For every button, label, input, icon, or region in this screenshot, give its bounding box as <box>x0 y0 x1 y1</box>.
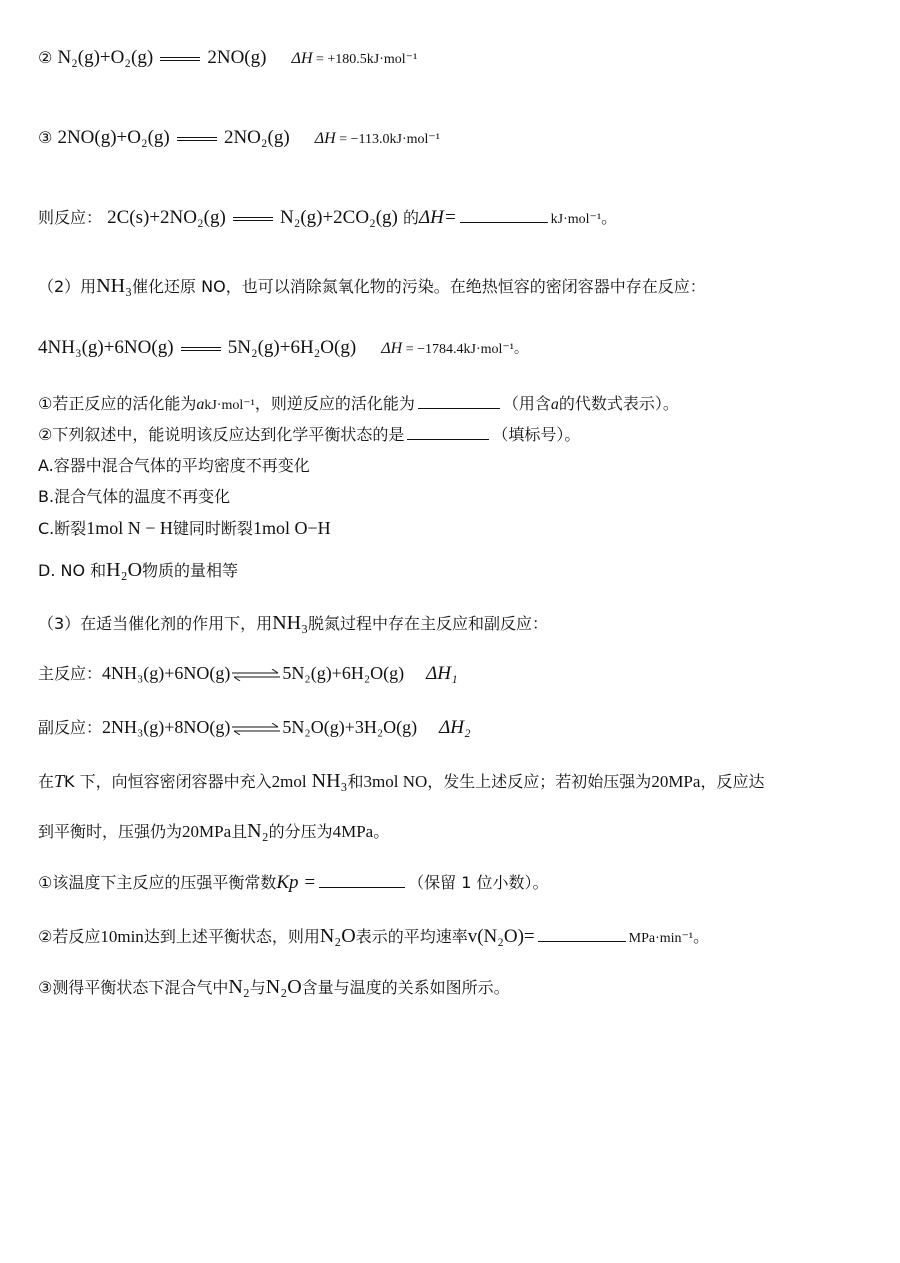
option-c <box>38 517 331 540</box>
target-unit: kJ·mol⁻¹ <box>550 212 602 227</box>
cond2-b: 20MPa <box>182 822 232 841</box>
part2-question-1 <box>38 393 679 417</box>
q2-text: ②下列叙述中，能说明该反应达到化学平衡状态的是 <box>38 425 405 444</box>
target-of: 的 <box>402 208 419 227</box>
q1-text-a: ①若正反应的活化能为 <box>38 394 197 413</box>
conditions-line-1 <box>38 770 764 793</box>
part2-reactants: 4NH₃(g)+6NO(g) <box>38 337 174 358</box>
option-c-c: 键同时断裂 <box>172 519 253 538</box>
q1-var2: a <box>550 396 559 413</box>
conditions-line-2 <box>38 820 389 843</box>
dh-value: = −113.0kJ·mol⁻¹ <box>339 132 440 147</box>
eq3-reactants: 2NO(g)+O₂(g) <box>57 127 170 148</box>
part3-intro <box>38 612 548 635</box>
rate-expression: v(N₂O)= <box>467 926 535 947</box>
cond2-d: 的分压为 <box>268 822 333 841</box>
side-reactants: 2NH₃(g)+8NO(g) <box>102 717 231 737</box>
cond2-c: 且 <box>231 822 248 841</box>
q2-time: 10min <box>100 927 144 946</box>
q1-var: a <box>196 396 205 413</box>
cond-h: ，反应达 <box>700 772 765 791</box>
eq3-products: 2NO₂(g) <box>223 127 290 148</box>
option-b: B.混合气体的温度不再变化 <box>38 487 231 506</box>
n2-formula: N₂ <box>228 976 250 998</box>
dh-label: ΔH <box>291 50 313 67</box>
nh3-formula: NH₃ <box>96 275 133 297</box>
side-products: 5N₂O(g)+3H₂O(g) <box>282 717 418 737</box>
rate-unit: MPa·min⁻¹ <box>628 931 694 946</box>
answer-blank[interactable] <box>319 873 405 888</box>
part2-products: 5N₂(g)+6H₂O(g) <box>227 337 357 358</box>
target-prefix: 则反应： <box>38 208 103 227</box>
dh-label: ΔH <box>314 130 336 147</box>
option-c-a: C.断裂 <box>38 519 87 538</box>
option-d-b: 物质的量相等 <box>142 561 239 580</box>
part2-intro-b: 催化还原 NO，也可以消除氮氧化物的污染。在绝热恒容的密闭容器中存在反应： <box>132 277 706 296</box>
cond2-e: 4MPa <box>332 822 374 841</box>
part3-question-1 <box>38 872 548 894</box>
equilibrium-arrow <box>232 669 280 681</box>
reaction-arrow <box>160 57 200 61</box>
equilibrium-arrow <box>232 723 280 735</box>
q1-text-b: （保留 1 位小数）。 <box>408 873 549 892</box>
q1-text-d: 的代数式表示）。 <box>558 394 679 413</box>
eq2-products: 2NO(g) <box>207 47 267 68</box>
q2-end: （填标号）。 <box>492 425 581 444</box>
answer-blank[interactable] <box>538 927 626 942</box>
cond2-f: 。 <box>373 822 390 841</box>
answer-blank[interactable] <box>418 394 500 409</box>
q1-text-a: ①该温度下主反应的压强平衡常数 <box>38 873 277 892</box>
cond-c: 2mol <box>271 772 307 791</box>
marker: ③ <box>38 128 53 147</box>
h2o-formula: H₂O <box>106 559 143 581</box>
part3-question-3 <box>38 976 510 999</box>
cond-f: ，发生上述反应；若初始压强为 <box>427 772 652 791</box>
kp-symbol: Kp = <box>276 872 317 893</box>
q2-end: 。 <box>693 927 710 946</box>
part2-reaction <box>38 337 528 361</box>
n2-formula: N₂ <box>247 820 269 842</box>
nh3-formula: NH₃ <box>272 612 309 634</box>
cond-t: T <box>54 771 65 791</box>
cond-d: 和 <box>347 772 364 791</box>
answer-blank[interactable] <box>407 425 489 440</box>
nh3-formula: NH₃ <box>311 770 348 792</box>
reaction-arrow <box>233 217 273 221</box>
target-end: 。 <box>601 208 618 227</box>
dh-value: = −1784.4kJ·mol⁻¹。 <box>405 342 528 357</box>
option-c-bond2: 1mol O−H <box>252 518 331 538</box>
target-dh-label: ΔH= <box>418 207 457 228</box>
cond-b: K 下，向恒容密闭容器中充入 <box>64 772 272 791</box>
q3-text-c: 含量与温度的关系如图所示。 <box>301 978 510 997</box>
equation-2 <box>38 47 417 71</box>
reaction-arrow <box>181 347 221 351</box>
n2o-formula: N₂O <box>265 976 302 998</box>
cond-g: 20MPa <box>651 772 701 791</box>
part3-intro-b: 脱氮过程中存在主反应和副反应： <box>308 614 549 633</box>
q2-text-d: 表示的平均速率 <box>355 927 468 946</box>
option-d-a: D. NO 和 <box>38 561 107 580</box>
equation-3 <box>38 127 440 151</box>
option-c-bond1: 1mol N − H <box>86 518 173 538</box>
q1-text-b: ，则逆反应的活化能为 <box>254 394 415 413</box>
target-reactants: 2C(s)+2NO₂(g) <box>107 207 226 228</box>
part2-intro-a: （2）用 <box>38 277 97 296</box>
part2-intro <box>38 275 706 298</box>
eq2-reactants: N₂(g)+O₂(g) <box>57 47 154 68</box>
target-reaction <box>38 207 617 231</box>
q2-text-c: 达到上述平衡状态，则用 <box>143 927 320 946</box>
reaction-arrow <box>177 137 217 141</box>
q3-text-a: ③测得平衡状态下混合气中 <box>38 978 229 997</box>
q1-unit: kJ·mol⁻¹ <box>204 398 255 413</box>
cond-a: 在 <box>38 772 55 791</box>
side-label: 副反应： <box>38 718 103 737</box>
main-dh: ΔH₁ <box>426 663 458 684</box>
main-label: 主反应： <box>38 664 103 683</box>
option-a: A.容器中混合气体的平均密度不再变化 <box>38 456 310 475</box>
cond2-a: 到平衡时，压强仍为 <box>38 822 183 841</box>
main-reactants: 4NH₃(g)+6NO(g) <box>102 663 231 683</box>
option-d <box>38 559 238 582</box>
dh-label: ΔH <box>381 340 403 357</box>
main-products: 5N₂(g)+6H₂O(g) <box>282 663 405 683</box>
part2-question-2 <box>38 424 580 446</box>
answer-blank[interactable] <box>460 208 548 223</box>
marker: ② <box>38 48 53 67</box>
dh-value: = +180.5kJ·mol⁻¹ <box>316 52 418 67</box>
main-reaction <box>38 662 458 685</box>
cond-e: 3mol NO <box>363 772 428 791</box>
side-reaction <box>38 716 471 739</box>
part3-intro-a: （3）在适当催化剂的作用下，用 <box>38 614 273 633</box>
q1-text-c: （用含 <box>502 394 551 413</box>
q2-text-a: ②若反应 <box>38 927 101 946</box>
target-products: N₂(g)+2CO₂(g) <box>279 207 398 228</box>
q3-text-b: 与 <box>249 978 266 997</box>
n2o-formula: N₂O <box>319 925 356 947</box>
side-dh: ΔH₂ <box>439 717 471 738</box>
part3-question-2 <box>38 925 709 950</box>
